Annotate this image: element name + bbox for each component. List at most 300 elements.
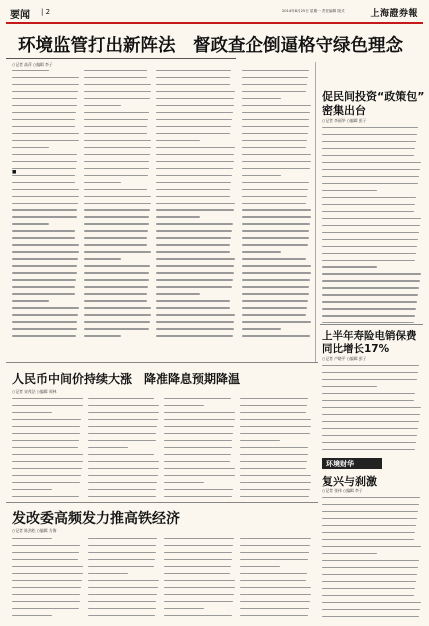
text-line — [84, 182, 152, 187]
text-line — [322, 155, 422, 160]
text-line — [12, 175, 80, 180]
main-byline: ○记者 高萍 ○编辑 李子 — [12, 62, 53, 67]
text-line — [12, 608, 84, 613]
text-line — [322, 386, 422, 391]
text-line — [322, 567, 422, 572]
text-line — [84, 314, 152, 319]
text-line — [156, 300, 236, 305]
text-line — [322, 287, 422, 292]
text-line — [84, 91, 152, 96]
text-line — [12, 489, 84, 494]
side-top-byline: ○记者 李丽华 ○编辑 彭子 — [322, 118, 367, 123]
text-line — [12, 91, 80, 96]
text-line — [164, 489, 236, 494]
text-line — [242, 223, 312, 228]
text-line — [322, 449, 422, 454]
side-mid-headline-1: 上半年寿险电销保费 — [322, 330, 417, 342]
text-line — [84, 126, 152, 131]
rail-col-3 — [164, 536, 236, 622]
text-line — [84, 335, 152, 338]
text-line — [156, 161, 236, 166]
text-line — [322, 518, 422, 523]
text-line — [322, 190, 422, 195]
text-line — [242, 216, 312, 221]
text-line — [242, 293, 312, 298]
text-line — [242, 140, 312, 145]
text-line — [12, 154, 80, 159]
text-line — [12, 447, 84, 452]
text-line — [242, 182, 312, 187]
text-line — [322, 372, 422, 377]
text-line — [322, 253, 422, 258]
text-line — [12, 77, 80, 82]
text-line — [12, 433, 84, 438]
text-line — [322, 595, 422, 600]
env-byline: ○记者 张伟 ○编辑 李子 — [322, 488, 363, 493]
text-line — [156, 168, 236, 173]
text-line — [88, 573, 160, 578]
text-line — [156, 237, 236, 242]
text-line — [84, 209, 152, 214]
main-col-4 — [242, 68, 312, 338]
text-line — [240, 419, 312, 424]
rmb-col-2 — [88, 396, 160, 498]
text-line — [242, 314, 312, 319]
section-name: 要闻 — [10, 10, 30, 21]
text-line — [240, 461, 312, 466]
text-line — [88, 405, 160, 410]
rail-col-2 — [88, 536, 160, 622]
text-line — [322, 546, 422, 551]
text-line — [84, 105, 152, 110]
text-line — [322, 204, 422, 209]
text-line — [12, 335, 80, 338]
column-divider — [315, 62, 316, 362]
text-line — [156, 244, 236, 249]
text-line — [322, 435, 422, 440]
text-line — [12, 119, 80, 124]
text-line — [242, 105, 312, 110]
text-line — [322, 239, 422, 244]
rail-byline: ○记者 陈劲松 ○编辑 方海 — [12, 528, 57, 533]
text-line — [12, 237, 80, 242]
text-line — [88, 426, 160, 431]
page-number: | 2 — [41, 8, 51, 16]
text-line — [164, 405, 236, 410]
text-line — [164, 601, 236, 606]
text-line — [242, 230, 312, 235]
text-line — [156, 154, 236, 159]
text-line — [88, 447, 160, 452]
text-line — [12, 314, 80, 319]
text-line — [322, 532, 422, 537]
text-line — [240, 426, 312, 431]
text-line — [88, 608, 160, 613]
text-line — [88, 461, 160, 466]
text-line — [322, 127, 422, 132]
text-line — [242, 196, 312, 201]
text-line — [156, 321, 236, 326]
text-line — [322, 246, 422, 251]
text-line — [242, 272, 312, 277]
text-line — [156, 216, 236, 221]
text-line — [240, 594, 312, 599]
masthead — [10, 4, 420, 22]
text-line — [84, 161, 152, 166]
text-line — [322, 574, 422, 579]
rail-top-rule — [6, 502, 318, 503]
text-line — [12, 133, 80, 138]
edition-info: 2014年8月25日 星期一 责任编辑 版式 — [282, 9, 345, 13]
text-line — [242, 328, 312, 333]
text-line — [88, 482, 160, 487]
text-line — [12, 265, 80, 270]
text-line — [156, 265, 236, 270]
text-line — [156, 84, 236, 89]
rmb-col-4 — [240, 396, 312, 498]
text-line — [12, 84, 80, 89]
text-line — [240, 566, 312, 571]
masthead-rule — [6, 22, 423, 24]
text-line — [322, 525, 422, 530]
text-line — [12, 230, 80, 235]
main-col-1 — [12, 68, 80, 338]
text-line — [156, 126, 236, 131]
main-headline-rule — [6, 58, 236, 59]
text-line — [164, 482, 236, 487]
text-line — [322, 497, 422, 502]
text-line — [242, 147, 312, 152]
text-line — [88, 552, 160, 557]
text-line — [322, 379, 422, 384]
text-line — [156, 175, 236, 180]
text-line — [240, 433, 312, 438]
text-line — [84, 223, 152, 228]
text-line — [156, 182, 236, 187]
text-line — [322, 225, 422, 230]
text-line — [12, 419, 84, 424]
text-line — [240, 405, 312, 410]
text-line — [240, 475, 312, 480]
text-line — [12, 566, 84, 571]
env-text — [322, 495, 422, 623]
text-line — [164, 433, 236, 438]
text-line — [322, 218, 422, 223]
text-line — [156, 272, 236, 277]
text-line — [156, 77, 236, 82]
text-line — [240, 559, 312, 564]
text-line — [240, 545, 312, 550]
text-line — [240, 573, 312, 578]
text-line — [164, 538, 236, 543]
text-line — [12, 216, 80, 221]
text-line — [12, 328, 80, 333]
text-line — [322, 581, 422, 586]
text-line — [12, 140, 80, 145]
text-line — [156, 328, 236, 333]
rail-headline: 发改委高频发力推高铁经济 — [12, 511, 180, 527]
main-col-3 — [156, 68, 236, 338]
text-line — [88, 580, 160, 585]
text-line — [156, 279, 236, 284]
text-line — [156, 293, 236, 298]
text-line — [12, 112, 80, 117]
text-line — [322, 365, 422, 370]
text-line — [88, 587, 160, 592]
text-line — [12, 209, 80, 214]
text-line — [322, 414, 422, 419]
side-mid-byline: ○记者 卢晓平 ○编辑 彭子 — [322, 356, 367, 361]
text-line — [242, 112, 312, 117]
text-line — [322, 183, 422, 188]
text-line — [12, 223, 80, 228]
text-line — [156, 209, 236, 214]
text-line — [84, 293, 152, 298]
text-line — [322, 266, 422, 271]
text-line — [164, 412, 236, 417]
text-line — [156, 133, 236, 138]
text-line — [242, 209, 312, 214]
text-line — [12, 168, 80, 173]
text-line — [12, 461, 84, 466]
text-line — [156, 119, 236, 124]
text-line — [88, 419, 160, 424]
text-line — [322, 169, 422, 174]
text-line — [84, 112, 152, 117]
text-line — [164, 398, 236, 403]
text-line — [156, 286, 236, 291]
text-line — [240, 454, 312, 459]
text-line — [88, 559, 160, 564]
text-line — [84, 321, 152, 326]
text-line — [88, 615, 160, 620]
text-line — [242, 286, 312, 291]
text-line — [164, 461, 236, 466]
text-line — [84, 265, 152, 270]
text-line — [240, 538, 312, 543]
text-line — [156, 140, 236, 145]
text-line — [242, 175, 312, 180]
text-line — [164, 426, 236, 431]
text-line — [242, 84, 312, 89]
text-line — [322, 322, 422, 323]
text-line — [156, 189, 236, 194]
paper-logo: 上海證券報 — [370, 9, 418, 19]
text-line — [84, 307, 152, 312]
text-line — [12, 300, 80, 305]
text-line — [12, 426, 84, 431]
text-line — [12, 105, 80, 110]
text-line — [322, 273, 422, 278]
text-line — [88, 433, 160, 438]
text-line — [12, 258, 80, 263]
text-line — [322, 539, 422, 544]
text-line — [322, 260, 422, 265]
text-line — [84, 216, 152, 221]
text-line — [84, 133, 152, 138]
env-headline: 复兴与刹激 — [322, 475, 377, 488]
text-line — [12, 126, 80, 131]
text-line — [240, 412, 312, 417]
text-line — [322, 616, 422, 621]
text-line — [240, 587, 312, 592]
main-col-2 — [84, 68, 152, 338]
text-line — [12, 615, 84, 620]
text-line — [240, 496, 312, 498]
text-line — [242, 168, 312, 173]
text-line — [322, 308, 422, 313]
text-line — [164, 475, 236, 480]
text-line — [156, 251, 236, 256]
text-line — [242, 251, 312, 256]
text-line — [322, 197, 422, 202]
text-line — [12, 559, 84, 564]
text-line — [88, 496, 160, 498]
text-line — [322, 588, 422, 593]
text-line — [242, 189, 312, 194]
text-line — [88, 566, 160, 571]
text-line — [12, 307, 80, 312]
text-line — [242, 161, 312, 166]
text-line — [242, 307, 312, 312]
text-line — [88, 489, 160, 494]
text-line — [12, 189, 80, 194]
text-line — [242, 91, 312, 96]
text-line — [164, 419, 236, 424]
text-line — [322, 553, 422, 558]
text-line — [12, 244, 80, 249]
text-line — [88, 475, 160, 480]
text-line — [322, 400, 422, 405]
text-line — [242, 300, 312, 305]
text-line — [156, 335, 236, 338]
text-line — [322, 148, 422, 153]
text-line — [322, 280, 422, 285]
text-line — [164, 440, 236, 445]
text-line — [12, 279, 80, 284]
text-line — [242, 321, 312, 326]
text-line — [240, 489, 312, 494]
text-line — [322, 421, 422, 426]
env-section-tag-label: 环境财华 — [326, 460, 354, 468]
text-line — [12, 475, 84, 480]
text-line — [322, 134, 422, 139]
text-line — [242, 70, 312, 75]
text-line — [156, 307, 236, 312]
text-line — [156, 230, 236, 235]
text-line — [242, 279, 312, 284]
text-line — [84, 189, 152, 194]
text-line — [164, 559, 236, 564]
text-line — [84, 196, 152, 201]
text-line — [88, 594, 160, 599]
text-line — [84, 300, 152, 305]
text-line — [322, 504, 422, 509]
text-line — [88, 538, 160, 543]
text-line — [12, 286, 80, 291]
text-line — [12, 454, 84, 459]
text-line — [88, 398, 160, 403]
text-line — [12, 293, 80, 298]
text-line — [164, 566, 236, 571]
text-line — [240, 580, 312, 585]
text-line — [84, 77, 152, 82]
text-line — [322, 162, 422, 167]
text-line — [84, 175, 152, 180]
rmb-col-3 — [164, 396, 236, 498]
text-line — [12, 545, 84, 550]
text-line — [164, 573, 236, 578]
text-line — [156, 203, 236, 208]
text-line — [240, 482, 312, 487]
text-line — [12, 147, 80, 152]
text-line — [156, 314, 236, 319]
text-line — [88, 468, 160, 473]
text-line — [164, 468, 236, 473]
side-top-headline-2: 密集出台 — [322, 104, 366, 117]
text-line — [156, 223, 236, 228]
text-line — [242, 258, 312, 263]
text-line — [84, 168, 152, 173]
side-top-headline-1: 促民间投资“政策包” — [322, 90, 425, 103]
text-line — [242, 98, 312, 103]
text-line — [84, 147, 152, 152]
text-line — [156, 70, 236, 75]
text-line — [84, 328, 152, 333]
text-line — [12, 496, 84, 498]
text-line — [12, 412, 84, 417]
text-line — [164, 615, 236, 620]
text-line — [84, 279, 152, 284]
text-line — [164, 454, 236, 459]
text-line — [84, 140, 152, 145]
rail-col-1 — [12, 536, 84, 622]
text-line — [12, 272, 80, 277]
text-line — [12, 321, 80, 326]
text-line — [322, 560, 422, 565]
text-line — [12, 594, 84, 599]
text-line — [322, 315, 422, 320]
side-mid-text — [322, 363, 422, 455]
text-line — [156, 112, 236, 117]
side-mid-headline-2: 同比增长17% — [322, 343, 390, 355]
text-line — [84, 251, 152, 256]
text-line — [84, 230, 152, 235]
text-line — [84, 70, 152, 75]
text-line — [12, 552, 84, 557]
text-line — [12, 468, 84, 473]
text-line — [164, 552, 236, 557]
main-subhead-1: ■ — [12, 170, 17, 175]
text-line — [156, 105, 236, 110]
text-line — [164, 496, 236, 498]
text-line — [12, 587, 84, 592]
text-line — [12, 538, 84, 543]
main-headline: 环境监管打出新阵法 督政查企倒逼格守绿色理念 — [18, 36, 403, 56]
text-line — [84, 203, 152, 208]
rmb-headline: 人民币中间价持续大涨 降准降息预期降温 — [12, 372, 241, 386]
rail-col-4 — [240, 536, 312, 622]
text-line — [84, 244, 152, 249]
text-line — [322, 176, 422, 181]
text-line — [164, 580, 236, 585]
text-line — [12, 161, 80, 166]
text-line — [12, 482, 84, 487]
text-line — [84, 154, 152, 159]
text-line — [12, 251, 80, 256]
text-line — [88, 601, 160, 606]
text-line — [240, 468, 312, 473]
